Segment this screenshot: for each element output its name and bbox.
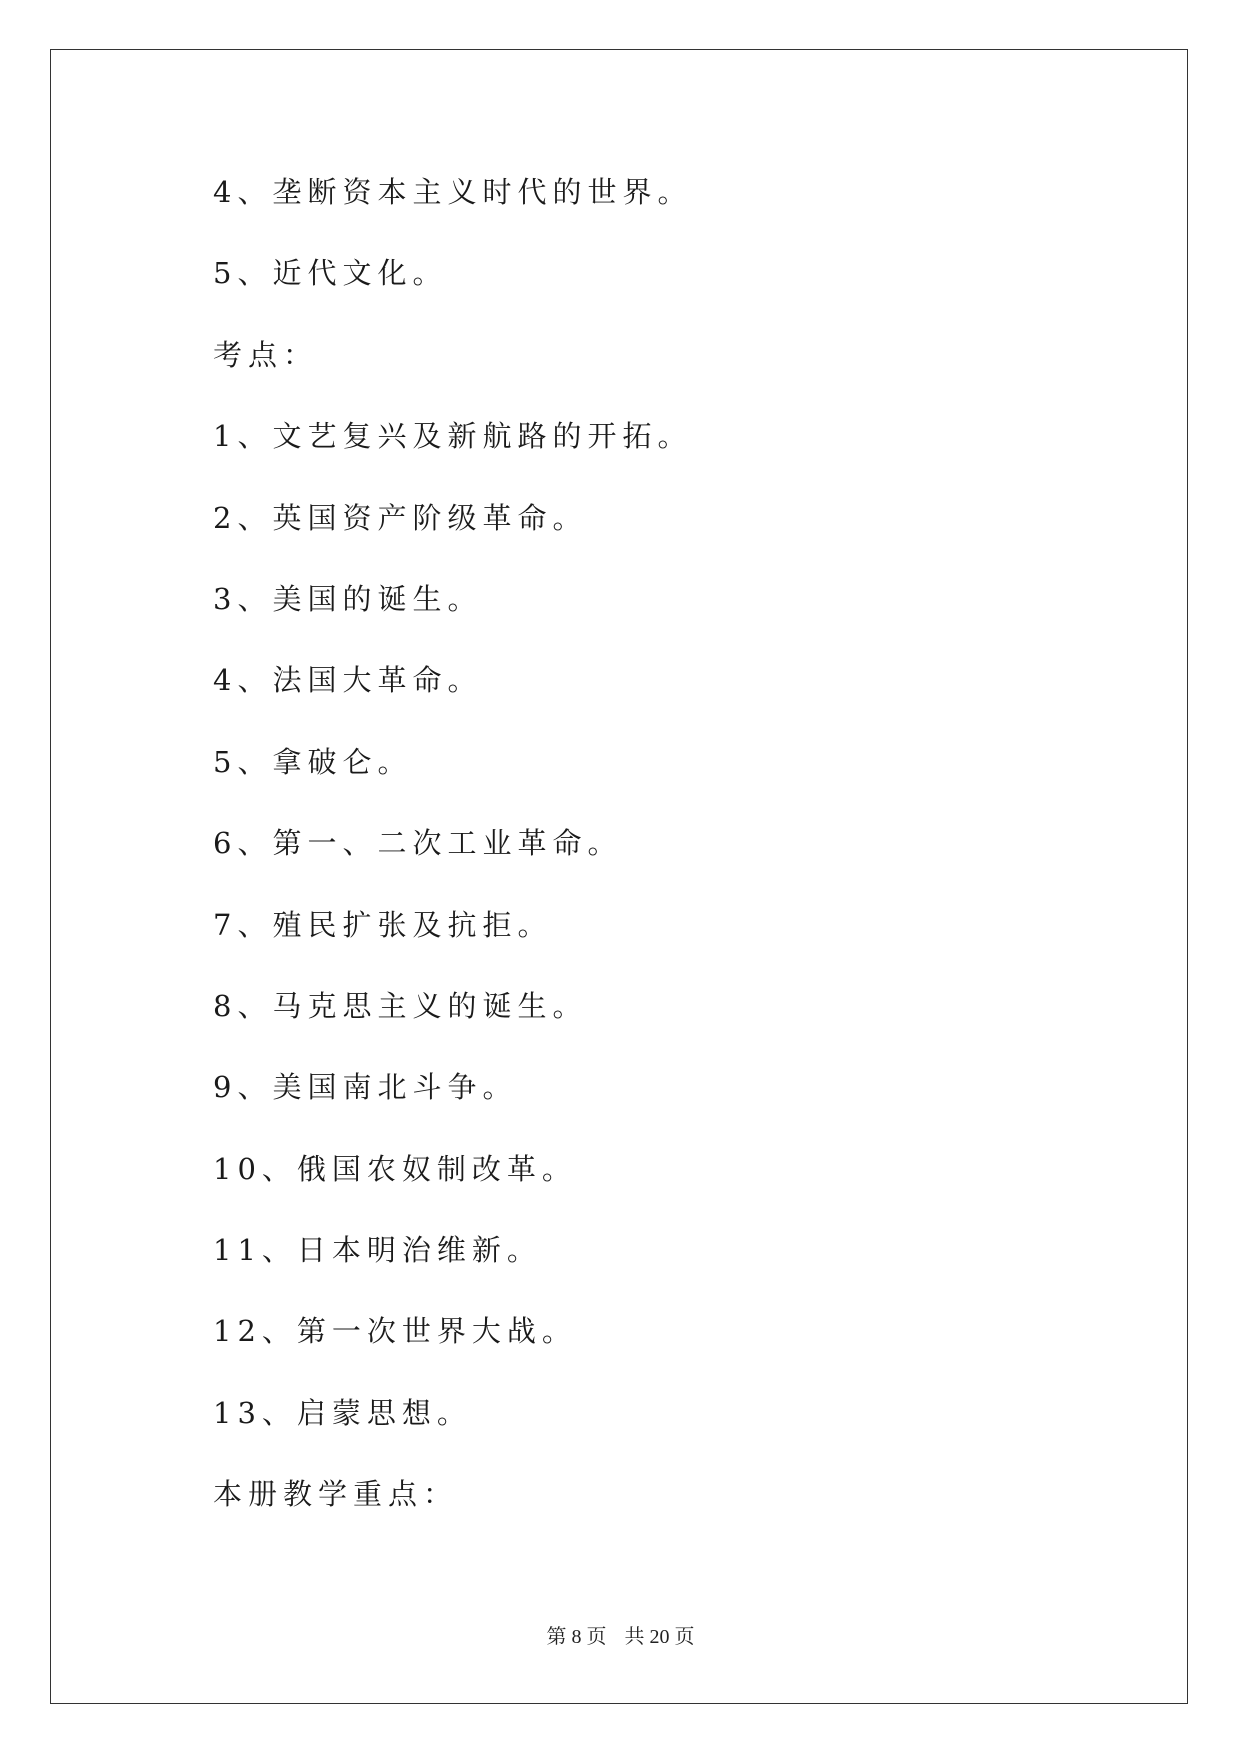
page-number: 第 8 页 — [546, 1626, 607, 1648]
list-item: 5、拿破仑。 — [213, 744, 413, 779]
text-line: 5、近代文化。 — [213, 256, 448, 291]
list-item: 11、日本明治维新。 — [213, 1233, 542, 1268]
text-line: 4、垄断资本主义时代的世界。 — [213, 175, 693, 209]
list-item: 10、俄国农奴制改革。 — [213, 1151, 577, 1186]
section-heading: 考点： — [213, 337, 319, 372]
list-item: 8、马克思主义的诞生。 — [213, 988, 588, 1023]
list-item: 12、第一次世界大战。 — [213, 1314, 577, 1349]
list-item: 2、英国资产阶级革命。 — [213, 500, 588, 535]
list-item: 13、启蒙思想。 — [213, 1395, 472, 1430]
page-total: 共 20 页 — [624, 1626, 695, 1648]
list-item: 6、第一、二次工业革命。 — [213, 826, 623, 861]
list-item: 7、殖民扩张及抗拒。 — [213, 907, 553, 942]
list-item: 3、美国的诞生。 — [213, 581, 483, 616]
list-item: 9、美国南北斗争。 — [213, 1070, 518, 1105]
list-item: 4、法国大革命。 — [213, 663, 483, 698]
list-item: 1、文艺复兴及新航路的开拓。 — [213, 419, 693, 454]
page-footer — [0, 1620, 1241, 1649]
section-heading: 本册教学重点： — [213, 1477, 459, 1512]
document-body — [213, 168, 1113, 1552]
